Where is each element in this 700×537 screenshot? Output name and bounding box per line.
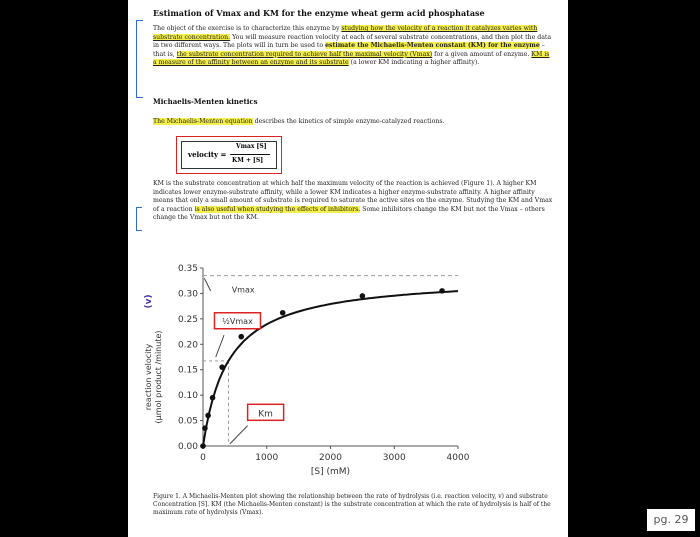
mm-intro-highlight: The Michaelis-Menten equation — [153, 118, 253, 125]
intro-text-4: for a given amount of enzyme. — [432, 50, 532, 58]
page-title: Estimation of Vmax and KM for the enzyme wheat germ acid phosphatase — [153, 8, 485, 18]
data-point — [202, 425, 208, 431]
data-point — [360, 293, 366, 299]
data-point — [200, 443, 206, 449]
document-page — [128, 0, 568, 537]
intro-text-1: The object of the exercise is to characterize this enzyme by — [153, 25, 342, 32]
x-tick-label: 0 — [200, 453, 206, 463]
y-tick-label: 0.35 — [177, 264, 198, 274]
section-heading: Michaelis-Menten kinetics — [153, 97, 258, 106]
equation-denominator: KM + [S] — [232, 157, 264, 164]
blue-bracket-1 — [136, 20, 143, 98]
vmax-annotation: Vmax — [231, 285, 255, 295]
equation-numerator: Vmax [S] — [236, 143, 267, 150]
intro-highlight-4: KM is a measure of the affinity between an enzyme and its substrate — [153, 50, 550, 67]
half-vmax-pointer — [216, 335, 224, 357]
data-point — [205, 413, 211, 419]
equation-box — [176, 136, 282, 174]
equation-lhs: velocity = — [188, 150, 227, 159]
y-axis-label-line2: (µmol product /minute) — [154, 330, 163, 424]
y-tick-label: 0.05 — [177, 416, 198, 427]
michaelis-menten-chart — [128, 258, 568, 483]
data-point — [238, 334, 244, 340]
x-tick-label: 1000 — [255, 453, 279, 463]
vmax-pointer — [204, 278, 210, 291]
y-tick-label: 0.15 — [177, 365, 198, 376]
intro-text-2: You will measure reaction velocity at each of several substrate concentrations, and then plot the data in two different ways. The plots will in turn be used to — [153, 33, 552, 50]
data-point — [280, 310, 286, 316]
intro-highlight-2: estimate the Michaelis-Menten constant (KM) for the enzyme — [325, 42, 540, 50]
intro-highlight-3: the substrate concentration required to achieve half the maximal velocity (Vmax) — [176, 50, 433, 58]
page-number: pg. 29 — [647, 509, 695, 531]
x-axis-label: [S] (mM) — [310, 467, 351, 477]
y-tick-label: 0.00 — [177, 442, 198, 452]
mm-intro — [153, 118, 553, 127]
km-paragraph — [153, 180, 553, 223]
data-point — [219, 364, 225, 370]
fraction-bar — [230, 154, 270, 155]
km-text-2: Some inhibitors change the KM but not the Vmax – others change the Vmax but not the KM. — [153, 205, 545, 222]
data-point — [210, 395, 216, 401]
x-tick-label: 4000 — [446, 453, 470, 463]
blue-bracket-2 — [136, 207, 142, 231]
intro-highlight-1: studying how the velocity of a reaction it catalyzes varies with substrate concentration. — [153, 25, 538, 41]
km-pointer — [230, 426, 248, 444]
data-point — [439, 288, 445, 294]
x-tick-label: 3000 — [382, 453, 406, 463]
mm-intro-text: describes the kinetics of simple enzyme-catalyzed reactions. — [252, 118, 445, 125]
intro-paragraph — [153, 25, 553, 68]
y-axis-label-line1: reaction velocity — [144, 343, 153, 411]
intro-text-5: (a lower KM indicating a higher affinity). — [348, 59, 480, 67]
km-annotation: Km — [258, 409, 273, 420]
y-tick-label: 0.25 — [177, 314, 198, 325]
y-tick-label: 0.10 — [177, 391, 198, 402]
half-vmax-annotation: ½Vmax — [222, 316, 253, 326]
km-highlight: is also useful when studying the effects of inhibitors. — [194, 205, 361, 213]
y-tick-label: 0.30 — [177, 289, 198, 300]
km-text-1: KM is the substrate concentration at which half the maximum velocity of the reaction is achieved (Figure 1). A higher KM indicates lower enzyme-substrate affinity, while a lower KM indicates a higher enzyme-substrate affinity. A higher affinity means that only a small amount of substrate is required to saturate the active sites on the enzyme. Studying the KM and Vmax of a reaction — [153, 180, 553, 213]
intro-text-3: – that is, — [153, 42, 545, 58]
x-tick-label: 2000 — [319, 453, 342, 463]
y-axis-label-v: (v) — [144, 294, 154, 309]
equation-inner — [181, 141, 277, 169]
figure-caption: Figure 1. A Michaelis-Menten plot showing the relationship between the rate of hydrolysis (i.e. reaction velocity, v) and substrate Concentration [S]. KM (the Michaelis-Menten constant) is the substrate concentration at which the rate of hydrolysis is half of the maximum rate of hydrolysis (Vmax). — [153, 493, 551, 516]
y-tick-label: 0.20 — [177, 340, 198, 351]
